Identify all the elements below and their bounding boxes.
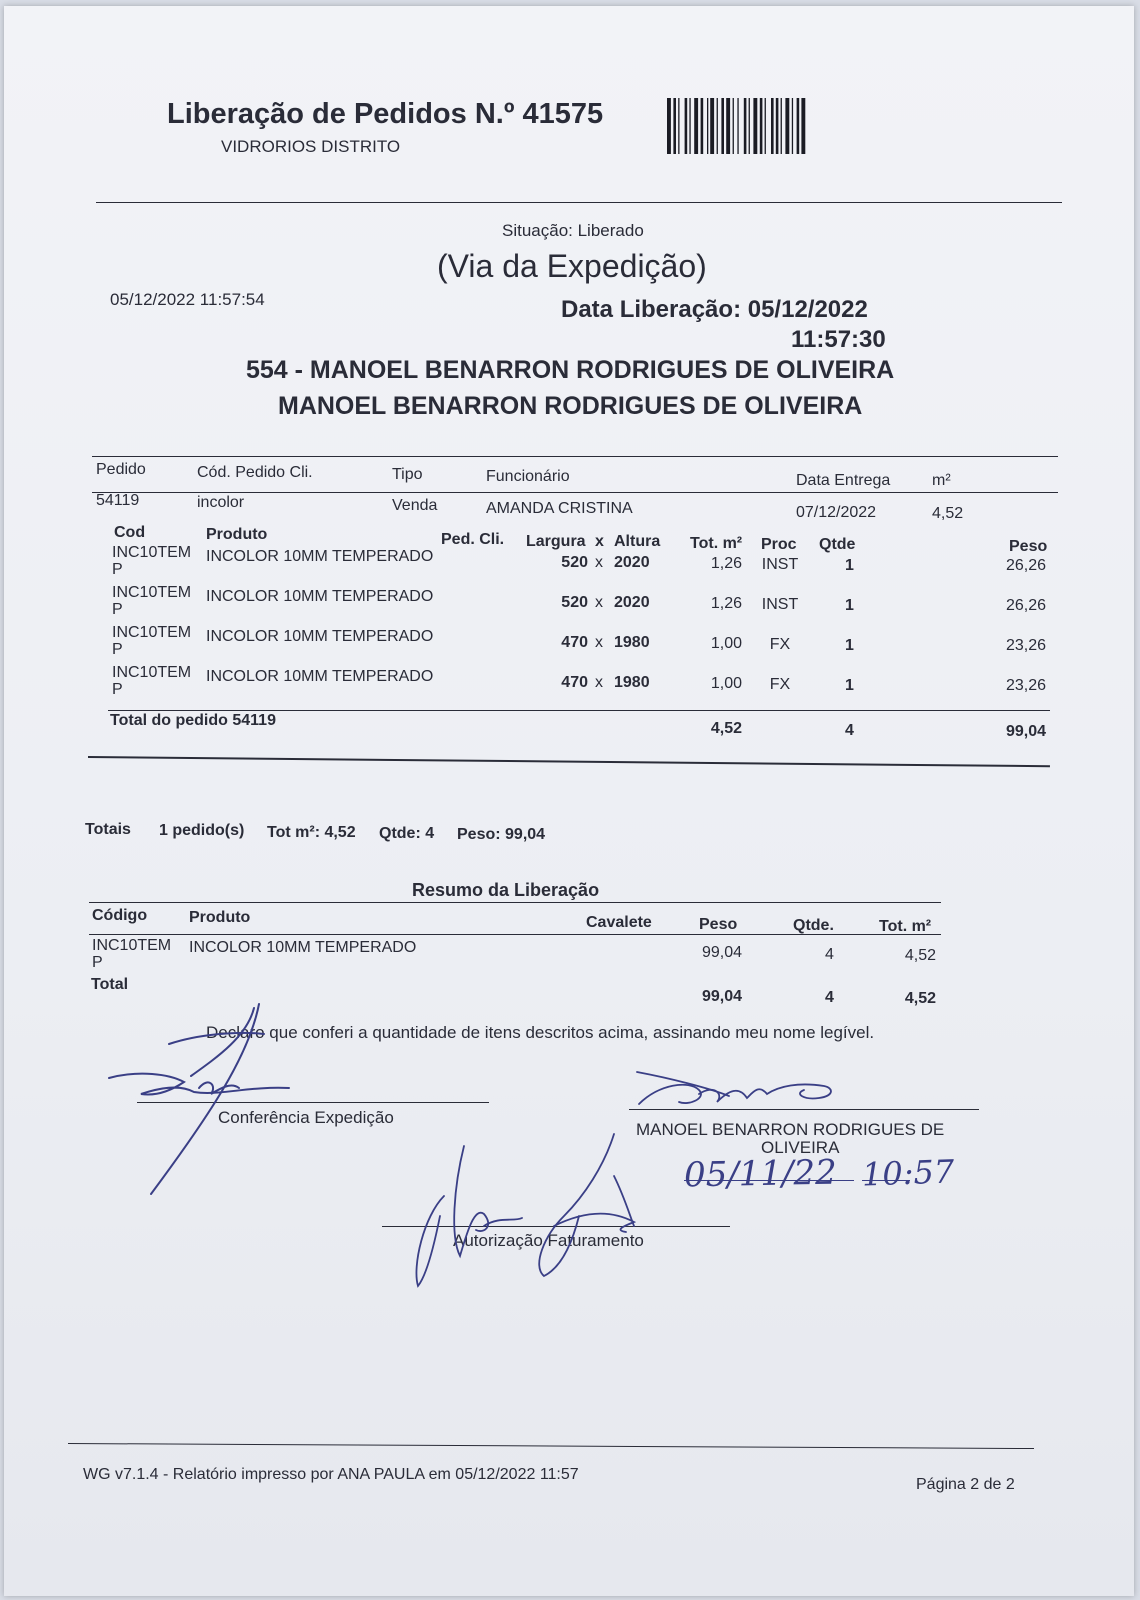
cod-pedido-cli-value: incolor [197, 494, 245, 511]
header-divider [96, 202, 1062, 203]
item-qtde: 1 [845, 597, 854, 614]
totais-tot-m2: Tot m²: 4,52 [267, 824, 356, 841]
item-x: x [595, 634, 603, 651]
item-proc: FX [769, 676, 791, 693]
item-x: x [595, 674, 603, 691]
resumo-col-peso: Peso [699, 916, 738, 933]
resumo-total-qtde: 4 [825, 989, 834, 1006]
autorizacao-signature [404, 1126, 664, 1296]
handwritten-time: 10:57 [861, 1152, 955, 1194]
funcionario-value: AMANDA CRISTINA [486, 500, 633, 517]
item-code: INC10TEM P [112, 544, 192, 578]
item-largura: 470 [561, 674, 588, 691]
item-altura: 2020 [614, 554, 650, 571]
resumo-total-tot-m2: 4,52 [904, 990, 936, 1007]
totais-pedidos: 1 pedido(s) [159, 822, 245, 839]
resumo-total-peso: 99,04 [701, 988, 742, 1005]
resumo-col-qtde: Qtde. [793, 917, 834, 934]
footer-page-number: Página 2 de 2 [916, 1476, 1015, 1493]
col-cod-pedido-cli: Cód. Pedido Cli. [197, 464, 313, 481]
resumo-row-qtde: 4 [825, 946, 834, 963]
col-cod: Cod [114, 524, 146, 541]
tipo-value: Venda [392, 497, 438, 514]
client-signature-name-line2: OLIVEIRA [761, 1138, 840, 1157]
item-peso: 23,26 [1005, 677, 1046, 694]
data-liberacao: Data Liberação: 05/12/2022 [561, 296, 868, 323]
resumo-row-peso: 99,04 [701, 944, 742, 961]
declaration-text: Declaro que conferi a quantidade de itens descritos acima, assinando meu nome legível. [206, 1023, 875, 1042]
item-produto: INCOLOR 10MM TEMPERADO [206, 588, 434, 605]
order-table-top-rule [92, 456, 1058, 457]
item-peso: 26,26 [1005, 597, 1046, 614]
item-tot-m2: 1,26 [710, 555, 742, 572]
item-peso: 26,26 [1005, 557, 1046, 574]
order-section-end-rule [88, 756, 1050, 767]
print-timestamp: 05/12/2022 11:57:54 [110, 290, 265, 309]
order-table-header-rule [92, 492, 1058, 493]
col-pedido: Pedido [96, 461, 146, 478]
item-proc: FX [769, 636, 791, 653]
totais-label: Totais [85, 821, 131, 838]
resumo-row-produto: INCOLOR 10MM TEMPERADO [189, 939, 417, 956]
resumo-title: Resumo da Liberação [412, 880, 600, 900]
order-total-qtde: 4 [845, 722, 854, 739]
item-tot-m2: 1,00 [710, 675, 742, 692]
company-name: VIDRORIOS DISTRITO [221, 137, 401, 156]
item-peso: 23,26 [1005, 637, 1046, 654]
item-largura: 470 [561, 634, 588, 651]
col-proc: Proc [761, 536, 797, 553]
client-signature-name-line1: MANOEL BENARRON RODRIGUES DE [636, 1120, 945, 1139]
item-altura: 1980 [614, 634, 650, 651]
item-largura: 520 [561, 594, 588, 611]
item-x: x [595, 554, 603, 571]
item-proc: INST [761, 596, 799, 613]
client-title-line2: MANOEL BENARRON RODRIGUES DE OLIVEIRA [278, 392, 863, 420]
item-proc: INST [761, 556, 799, 573]
col-altura: Altura [614, 533, 661, 550]
order-total-peso: 99,04 [1005, 723, 1046, 740]
document-title: Liberação de Pedidos N.º 41575 [167, 98, 604, 130]
barcode-icon [667, 98, 842, 154]
resumo-col-tot-m2: Tot. m² [879, 918, 932, 935]
resumo-header-rule [89, 934, 941, 935]
col-qtde: Qtde [819, 536, 856, 553]
col-data-entrega: Data Entrega [796, 472, 891, 489]
situacao-text: Situação: Liberado [502, 221, 644, 240]
handwritten-date-underline [684, 1180, 854, 1181]
items-total-rule [108, 710, 1050, 711]
col-tipo: Tipo [392, 466, 423, 483]
col-funcionario: Funcionário [486, 468, 570, 485]
conferencia-label: Conferência Expedição [218, 1108, 394, 1127]
client-signature [629, 1064, 849, 1124]
item-code: INC10TEM P [112, 624, 192, 658]
resumo-row-code: INC10TEM P [92, 937, 172, 971]
col-tot-m2: Tot. m² [690, 535, 743, 552]
handwritten-date: 05/11/22 [683, 1152, 838, 1196]
via-label: (Via da Expedição) [437, 248, 707, 284]
totais-qtde: Qtde: 4 [379, 825, 435, 842]
resumo-row-tot-m2: 4,52 [904, 947, 936, 964]
client-title-line1: 554 - MANOEL BENARRON RODRIGUES DE OLIVEIRA [246, 356, 895, 384]
item-produto: INCOLOR 10MM TEMPERADO [206, 548, 434, 565]
col-ped-cli: Ped. Cli. [441, 531, 505, 548]
footer-report-info: WG v7.1.4 - Relatório impresso por ANA PAULA em 05/12/2022 11:57 [83, 1466, 579, 1483]
item-x: x [595, 594, 603, 611]
data-entrega-value: 07/12/2022 [796, 504, 877, 521]
item-altura: 1980 [614, 674, 650, 691]
order-total-m2: 4,52 [710, 720, 742, 737]
col-m2: m² [932, 472, 951, 489]
item-code: INC10TEM P [112, 584, 192, 618]
order-total-label: Total do pedido 54119 [110, 712, 276, 729]
resumo-top-rule [89, 902, 941, 903]
col-peso: Peso [1009, 538, 1048, 555]
handwritten-time-underline [862, 1180, 910, 1181]
col-produto: Produto [206, 526, 268, 543]
item-altura: 2020 [614, 594, 650, 611]
document-sheet [4, 6, 1134, 1596]
footer-rule [68, 1443, 1034, 1449]
item-produto: INCOLOR 10MM TEMPERADO [206, 628, 434, 645]
resumo-total-label: Total [91, 976, 129, 993]
item-qtde: 1 [845, 557, 854, 574]
resumo-col-codigo: Código [92, 907, 148, 924]
data-liberacao-time: 11:57:30 [791, 326, 886, 353]
totais-peso: Peso: 99,04 [457, 826, 546, 843]
item-code: INC10TEM P [112, 664, 192, 698]
resumo-col-produto: Produto [189, 909, 251, 926]
item-tot-m2: 1,26 [710, 595, 742, 612]
col-x: x [595, 533, 604, 550]
item-qtde: 1 [845, 677, 854, 694]
autorizacao-label: Autorização Faturamento [453, 1231, 644, 1250]
item-qtde: 1 [845, 637, 854, 654]
item-largura: 520 [561, 554, 588, 571]
item-produto: INCOLOR 10MM TEMPERADO [206, 668, 434, 685]
conferencia-signature [99, 996, 319, 1196]
resumo-col-cavalete: Cavalete [586, 914, 652, 931]
pedido-value: 54119 [96, 492, 140, 509]
col-largura: Largura [526, 533, 586, 550]
m2-value: 4,52 [932, 505, 964, 522]
item-tot-m2: 1,00 [710, 635, 742, 652]
